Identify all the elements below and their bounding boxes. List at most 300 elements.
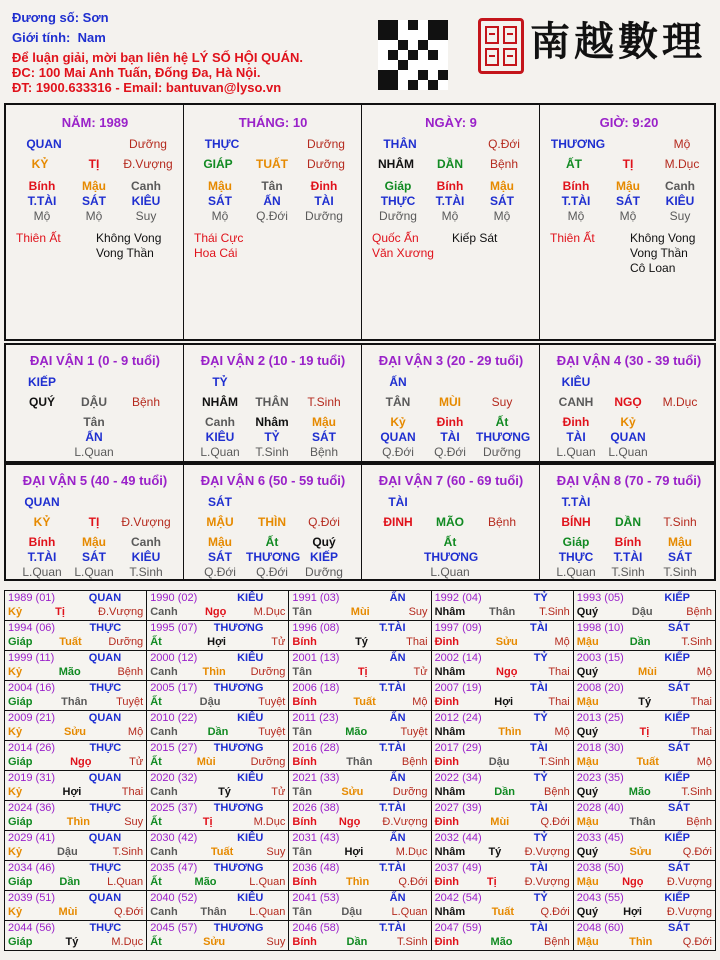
than-sat-left: Hoa Cái bbox=[194, 246, 238, 260]
hidden-status: Q.Đới bbox=[382, 445, 414, 459]
year-label: 2018 (30) bbox=[576, 742, 624, 754]
can: NHÂM bbox=[378, 157, 414, 171]
year-than: QUAN bbox=[88, 652, 122, 664]
year-than: THƯƠNG bbox=[213, 922, 264, 934]
year-than: THƯƠNG bbox=[213, 682, 264, 694]
year-than: TÀI bbox=[530, 622, 548, 634]
year-can: Tân bbox=[292, 906, 312, 918]
year-can: Bính bbox=[292, 876, 317, 888]
dai-van-status: T.Sinh bbox=[663, 515, 697, 529]
year-than: THƯƠNG bbox=[213, 742, 264, 754]
dai-van-title: ĐẠI VẬN 1 (0 - 9 tuổi) bbox=[29, 353, 160, 368]
hidden-can: Nhâm bbox=[255, 415, 289, 429]
hidden-than: SÁT bbox=[668, 550, 692, 564]
year-status: Suy bbox=[266, 846, 286, 858]
year-chi: Tị bbox=[202, 816, 213, 828]
year-status: Tử bbox=[271, 636, 286, 648]
year-label: 1995 (07) bbox=[150, 622, 198, 634]
year-status: Mộ bbox=[696, 756, 712, 768]
dai-van-status: Bệnh bbox=[131, 395, 161, 409]
year-cell bbox=[147, 651, 289, 681]
year-than: T.TÀI bbox=[379, 862, 406, 874]
hidden-status: Q.Đới bbox=[256, 209, 288, 223]
year-chi: Mùi bbox=[490, 816, 510, 828]
year-status: Mộ bbox=[554, 636, 570, 648]
year-can: Quý bbox=[576, 666, 599, 678]
year-row bbox=[5, 621, 716, 651]
pillar-1 bbox=[6, 105, 184, 339]
year-label: 2046 (58) bbox=[292, 922, 340, 934]
year-label: 2033 (45) bbox=[576, 832, 624, 844]
year-can: Đinh bbox=[434, 756, 460, 768]
year-label: 1999 (11) bbox=[8, 652, 55, 664]
year-cell bbox=[147, 741, 289, 771]
year-chi: Sửu bbox=[629, 846, 652, 858]
hidden-than: SÁT bbox=[208, 550, 232, 564]
year-chi: Mão bbox=[194, 876, 217, 888]
year-status: Thai bbox=[690, 726, 712, 738]
year-label: 1990 (02) bbox=[150, 592, 198, 604]
year-than: THỰC bbox=[89, 622, 122, 634]
hidden-status: Dưỡng bbox=[379, 209, 417, 223]
year-label: 2013 (25) bbox=[576, 712, 624, 724]
hidden-can: Ất bbox=[443, 535, 457, 549]
year-status: Dưỡng bbox=[250, 666, 286, 678]
year-chi: Thìn bbox=[498, 726, 522, 738]
year-chi: Mùi bbox=[350, 606, 370, 618]
year-label: 2036 (48) bbox=[292, 862, 340, 874]
hidden-status: L.Quan bbox=[22, 565, 62, 579]
year-cell bbox=[573, 801, 715, 831]
year-can: Mậu bbox=[576, 936, 599, 948]
chi: TỊ bbox=[622, 157, 634, 171]
year-chi: Thân bbox=[629, 816, 656, 828]
year-can: Ất bbox=[150, 936, 162, 948]
hidden-can: Bính bbox=[614, 535, 642, 549]
than-sat-right: Cô Loan bbox=[630, 261, 676, 275]
year-status: Tuyệt bbox=[116, 696, 144, 708]
year-label: 2010 (22) bbox=[150, 712, 198, 724]
year-label: 2012 (24) bbox=[434, 712, 482, 724]
dai-van-2 bbox=[184, 345, 362, 461]
year-can: Tân bbox=[292, 666, 312, 678]
year-cell bbox=[431, 621, 573, 651]
year-than: T.TÀI bbox=[379, 682, 406, 694]
year-can: Mậu bbox=[576, 636, 599, 648]
year-than: QUAN bbox=[88, 772, 122, 784]
year-can: Đinh bbox=[434, 876, 460, 888]
year-status: Thai bbox=[690, 696, 712, 708]
hidden-can: Bính bbox=[436, 179, 464, 193]
dai-van-can: NHÂM bbox=[202, 395, 238, 409]
year-label: 2039 (51) bbox=[8, 892, 56, 904]
red-seal bbox=[478, 18, 524, 74]
hidden-status: Q.Đới bbox=[256, 565, 288, 579]
year-status: Mộ bbox=[127, 726, 144, 738]
hidden-than: THỰC bbox=[380, 194, 416, 208]
year-than: T.TÀI bbox=[379, 622, 406, 634]
year-cell bbox=[573, 831, 715, 861]
year-chi: Hợi bbox=[623, 906, 642, 918]
hidden-than: TỶ bbox=[264, 430, 280, 444]
hidden-can: Canh bbox=[131, 179, 161, 193]
hidden-status: T.Sinh bbox=[663, 565, 697, 579]
year-can: Mậu bbox=[576, 756, 599, 768]
year-label: 2000 (12) bbox=[150, 652, 198, 664]
year-cell bbox=[147, 711, 289, 741]
hidden-can: Tân bbox=[83, 415, 105, 429]
year-label: 2029 (41) bbox=[8, 832, 56, 844]
hidden-can: Mậu bbox=[82, 179, 106, 193]
year-cell bbox=[5, 741, 147, 771]
year-chi: Sửu bbox=[203, 936, 226, 948]
year-label: 2045 (57) bbox=[150, 922, 198, 934]
year-chi: Dần bbox=[59, 876, 81, 888]
year-chi: Tị bbox=[486, 876, 497, 888]
hidden-than: KIÊU bbox=[131, 194, 161, 208]
year-cell bbox=[289, 861, 431, 891]
year-can: Canh bbox=[150, 666, 178, 678]
year-can: Quý bbox=[576, 726, 599, 738]
hidden-can: Bính bbox=[28, 179, 56, 193]
year-status: Bệnh bbox=[544, 936, 570, 948]
year-chi: Thân bbox=[489, 606, 516, 618]
year-cell bbox=[147, 861, 289, 891]
hidden-status: Mộ bbox=[493, 209, 511, 223]
year-cell bbox=[289, 621, 431, 651]
hidden-status: Mộ bbox=[33, 209, 51, 223]
year-status: Suy bbox=[266, 936, 286, 948]
dai-van-status: Đ.Vượng bbox=[121, 515, 171, 529]
year-status: Dưỡng bbox=[392, 786, 428, 798]
year-than: KIẾP bbox=[664, 832, 690, 844]
year-label: 2020 (32) bbox=[150, 772, 198, 784]
year-label: 2021 (33) bbox=[292, 772, 340, 784]
year-chi: Mão bbox=[628, 786, 651, 798]
year-chi: Ngọ bbox=[70, 756, 92, 768]
year-status: Đ.Vượng bbox=[524, 876, 570, 888]
year-label: 2024 (36) bbox=[8, 802, 56, 814]
year-status: M.Dục bbox=[111, 936, 144, 948]
year-label: 2019 (31) bbox=[8, 772, 56, 784]
year-chi: Tý bbox=[638, 696, 652, 708]
year-cell bbox=[573, 651, 715, 681]
than-sat-right: Kiếp Sát bbox=[452, 231, 498, 245]
year-chi: Thân bbox=[346, 756, 373, 768]
header bbox=[0, 0, 720, 100]
year-label: 1991 (03) bbox=[292, 592, 340, 604]
dai-van-can: TÂN bbox=[385, 395, 411, 409]
hidden-status: L.Quan bbox=[74, 445, 114, 459]
year-can: Đinh bbox=[434, 636, 460, 648]
year-can: Tân bbox=[292, 846, 312, 858]
year-cell bbox=[289, 711, 431, 741]
hidden-than: SÁT bbox=[82, 550, 106, 564]
year-can: Kỷ bbox=[8, 606, 23, 618]
chi-status: Bệnh bbox=[489, 157, 519, 171]
hidden-status: Dưỡng bbox=[305, 565, 343, 579]
year-status: Thai bbox=[548, 696, 570, 708]
year-row bbox=[5, 651, 716, 681]
hidden-status: Q.Đới bbox=[204, 565, 236, 579]
dai-van-chi: MÃO bbox=[436, 515, 464, 529]
year-can: Nhâm bbox=[434, 726, 466, 738]
hidden-can: Giáp bbox=[562, 535, 590, 549]
year-cell bbox=[573, 591, 715, 621]
year-than: THƯƠNG bbox=[213, 862, 264, 874]
hidden-can: Ất bbox=[495, 415, 509, 429]
year-label: 2035 (47) bbox=[150, 862, 198, 874]
year-status: T.Sinh bbox=[539, 756, 570, 768]
dai-van-status: Suy bbox=[491, 395, 513, 409]
hidden-status: L.Quan bbox=[74, 565, 114, 579]
year-chi: Mùi bbox=[58, 906, 78, 918]
year-can: Kỷ bbox=[8, 726, 23, 738]
chi: TUẤT bbox=[256, 157, 288, 171]
dai-van-than: T.TÀI bbox=[561, 495, 591, 509]
year-than: SÁT bbox=[668, 742, 690, 754]
dai-van-7 bbox=[362, 465, 540, 579]
hidden-can: Bính bbox=[562, 179, 590, 193]
hidden-than: KIẾP bbox=[309, 550, 338, 564]
dai-van-than: KIẾP bbox=[27, 375, 56, 389]
hidden-can: Mậu bbox=[312, 415, 336, 429]
hidden-status: Dưỡng bbox=[483, 445, 521, 459]
pillar-title: THÁNG: 10 bbox=[238, 115, 308, 130]
year-than: ẤN bbox=[389, 712, 406, 724]
dai-van-title: ĐẠI VẬN 2 (10 - 19 tuổi) bbox=[200, 353, 346, 368]
year-label: 1989 (01) bbox=[8, 592, 56, 604]
year-cell bbox=[289, 891, 431, 921]
year-than: KIÊU bbox=[237, 592, 264, 604]
hidden-status: Bệnh bbox=[309, 445, 339, 459]
year-can: Canh bbox=[150, 786, 178, 798]
hidden-can: Mậu bbox=[490, 179, 514, 193]
year-status: Đ.Vượng bbox=[666, 906, 712, 918]
year-than: QUAN bbox=[88, 712, 122, 724]
year-can: Kỷ bbox=[8, 846, 23, 858]
dai-van-chi: MÙI bbox=[439, 395, 461, 409]
hidden-can: Canh bbox=[131, 535, 161, 549]
year-chi: Dậu bbox=[341, 906, 363, 918]
dai-van-chi: DẬU bbox=[81, 395, 107, 409]
year-status: M.Dục bbox=[395, 846, 428, 858]
year-cell bbox=[289, 681, 431, 711]
year-chi: Dần bbox=[629, 636, 651, 648]
year-label: 2009 (21) bbox=[8, 712, 56, 724]
year-label: 2003 (15) bbox=[576, 652, 624, 664]
year-status: M.Dục bbox=[253, 606, 286, 618]
year-than: THỰC bbox=[89, 862, 122, 874]
year-status: T.Sinh bbox=[112, 846, 144, 858]
year-than: QUAN bbox=[88, 832, 122, 844]
hidden-status: Suy bbox=[135, 209, 157, 223]
chi-status: Đ.Vượng bbox=[123, 157, 173, 171]
year-label: 2027 (39) bbox=[434, 802, 482, 814]
hidden-can: Mậu bbox=[208, 535, 232, 549]
dai-van-status: M.Dục bbox=[662, 395, 698, 409]
year-chi: Dậu bbox=[488, 756, 510, 768]
pillar-title: GIỜ: 9:20 bbox=[599, 115, 659, 130]
year-cell bbox=[289, 741, 431, 771]
hidden-can: Canh bbox=[205, 415, 235, 429]
year-chi: Tị bbox=[55, 606, 65, 618]
can: GIÁP bbox=[203, 157, 233, 171]
can: ẤT bbox=[566, 157, 582, 171]
hidden-can: Đinh bbox=[436, 415, 464, 429]
year-label: 2044 (56) bbox=[8, 922, 56, 934]
year-row bbox=[5, 801, 716, 831]
year-than: KIÊU bbox=[237, 652, 264, 664]
dai-van-chi: THÌN bbox=[258, 515, 286, 529]
than-sat-right: Không Vong bbox=[96, 231, 162, 245]
dai-van-chi: DẦN bbox=[615, 515, 641, 529]
chi-status: M.Dục bbox=[664, 157, 700, 171]
year-than: THƯƠNG bbox=[213, 802, 264, 814]
dai-van-than: ẤN bbox=[389, 375, 407, 389]
vong-status: Mộ bbox=[673, 137, 691, 151]
year-cell bbox=[431, 771, 573, 801]
dai-van-title: ĐẠI VẬN 3 (20 - 29 tuổi) bbox=[378, 353, 524, 368]
year-can: Giáp bbox=[8, 636, 33, 648]
year-than: KIẾP bbox=[664, 892, 690, 904]
year-than: ẤN bbox=[389, 592, 406, 604]
year-can: Nhâm bbox=[434, 786, 466, 798]
year-cell bbox=[147, 801, 289, 831]
year-label: 2040 (52) bbox=[150, 892, 198, 904]
year-chi: Ngọ bbox=[338, 816, 361, 828]
dai-van-than: KIÊU bbox=[561, 375, 591, 389]
hidden-can: Đinh bbox=[562, 415, 590, 429]
year-cell bbox=[573, 891, 715, 921]
year-chi: Tuất bbox=[59, 636, 82, 648]
year-label: 2034 (46) bbox=[8, 862, 56, 874]
year-chi: Dần bbox=[494, 786, 515, 798]
year-label: 2028 (40) bbox=[576, 802, 624, 814]
year-status: Tuyệt bbox=[258, 696, 286, 708]
year-label: 2042 (54) bbox=[434, 892, 482, 904]
dai-van-title: ĐẠI VẬN 8 (70 - 79 tuổi) bbox=[556, 473, 702, 488]
year-label: 2002 (14) bbox=[434, 652, 482, 664]
year-status: Q.Đới bbox=[113, 906, 144, 918]
hidden-can: Bính bbox=[28, 535, 56, 549]
year-status: L.Quan bbox=[249, 876, 286, 888]
year-can: Tân bbox=[292, 606, 312, 618]
year-than: TÀI bbox=[530, 682, 548, 694]
year-cell bbox=[147, 591, 289, 621]
dai-van-chi: TỊ bbox=[88, 515, 100, 529]
thap-than: QUAN bbox=[26, 137, 62, 151]
year-can: Ất bbox=[150, 756, 162, 768]
year-status: Q.Đới bbox=[540, 906, 570, 918]
year-chi: Tị bbox=[357, 666, 368, 678]
year-cell bbox=[147, 771, 289, 801]
year-can: Bính bbox=[292, 816, 317, 828]
year-chi: Mão bbox=[345, 726, 368, 738]
year-status: Mộ bbox=[696, 666, 712, 678]
hidden-status: Mộ bbox=[441, 209, 459, 223]
year-chi: Tuất bbox=[636, 756, 659, 768]
year-chi: Tuất bbox=[210, 846, 234, 858]
hidden-can: Mậu bbox=[208, 179, 232, 193]
year-label: 2038 (50) bbox=[576, 862, 624, 874]
year-label: 1993 (05) bbox=[576, 592, 624, 604]
year-cell bbox=[289, 831, 431, 861]
than-sat-left: Thiên Ất bbox=[16, 231, 61, 245]
year-chi: Tý bbox=[218, 786, 231, 798]
can: KỶ bbox=[31, 157, 49, 171]
chi: DẦN bbox=[437, 157, 463, 171]
dai-van-can: QUÝ bbox=[28, 395, 55, 409]
year-status: Tử bbox=[271, 786, 286, 798]
year-label: 2007 (19) bbox=[434, 682, 482, 694]
year-status: Tuyệt bbox=[258, 726, 286, 738]
year-than: TỶ bbox=[533, 652, 548, 664]
year-label: 2023 (35) bbox=[576, 772, 624, 784]
year-than: TỶ bbox=[533, 772, 548, 784]
year-chi: Ngọ bbox=[204, 606, 227, 618]
year-chi: Thìn bbox=[202, 666, 226, 678]
year-status: Dưỡng bbox=[108, 636, 144, 648]
year-than: QUAN bbox=[88, 892, 122, 904]
hidden-status: L.Quan bbox=[556, 565, 596, 579]
year-status: Bệnh bbox=[686, 816, 712, 828]
pillar-2 bbox=[184, 105, 362, 339]
hidden-than: TÀI bbox=[440, 430, 460, 444]
year-than: KIÊU bbox=[237, 892, 264, 904]
hidden-than: T.TÀI bbox=[613, 550, 643, 564]
hidden-status: Q.Đới bbox=[434, 445, 466, 459]
year-label: 1992 (04) bbox=[434, 592, 482, 604]
vong-status: Dưỡng bbox=[129, 137, 167, 151]
year-cell bbox=[289, 771, 431, 801]
year-label: 2030 (42) bbox=[150, 832, 198, 844]
year-status: Q.Đới bbox=[682, 936, 712, 948]
year-than: T.TÀI bbox=[379, 742, 406, 754]
year-label: 2008 (20) bbox=[576, 682, 624, 694]
year-can: Bính bbox=[292, 936, 317, 948]
year-status: Bệnh bbox=[117, 666, 144, 678]
year-chi: Dần bbox=[207, 726, 229, 738]
pillar-3 bbox=[362, 105, 540, 339]
year-cell bbox=[289, 591, 431, 621]
year-can: Đinh bbox=[434, 936, 460, 948]
year-status: Bệnh bbox=[401, 756, 428, 768]
hidden-status: L.Quan bbox=[200, 445, 240, 459]
dai-van-can: KỶ bbox=[33, 515, 51, 529]
year-cell bbox=[573, 771, 715, 801]
year-status: Tử bbox=[413, 666, 428, 678]
year-status: Đ.Vượng bbox=[382, 816, 428, 828]
hidden-can: Giáp bbox=[384, 179, 412, 193]
hidden-status: Dưỡng bbox=[305, 209, 343, 223]
year-chi: Hợi bbox=[494, 696, 514, 708]
year-than: KIÊU bbox=[237, 832, 264, 844]
year-label: 2017 (29) bbox=[434, 742, 482, 754]
hidden-than: T.TÀI bbox=[27, 194, 57, 208]
year-cell bbox=[5, 591, 147, 621]
year-cell bbox=[5, 861, 147, 891]
hidden-than: SÁT bbox=[490, 194, 514, 208]
year-status: Mộ bbox=[412, 696, 428, 708]
name-line: Đương số: Sơn bbox=[12, 10, 109, 25]
dai-van-title: ĐẠI VẬN 5 (40 - 49 tuổi) bbox=[22, 473, 168, 488]
year-chi: Hợi bbox=[207, 636, 226, 648]
year-than: T.TÀI bbox=[379, 802, 406, 814]
year-than: KIẾP bbox=[664, 712, 690, 724]
year-can: Quý bbox=[576, 786, 599, 798]
logo-text: 南越數理 bbox=[530, 18, 706, 65]
